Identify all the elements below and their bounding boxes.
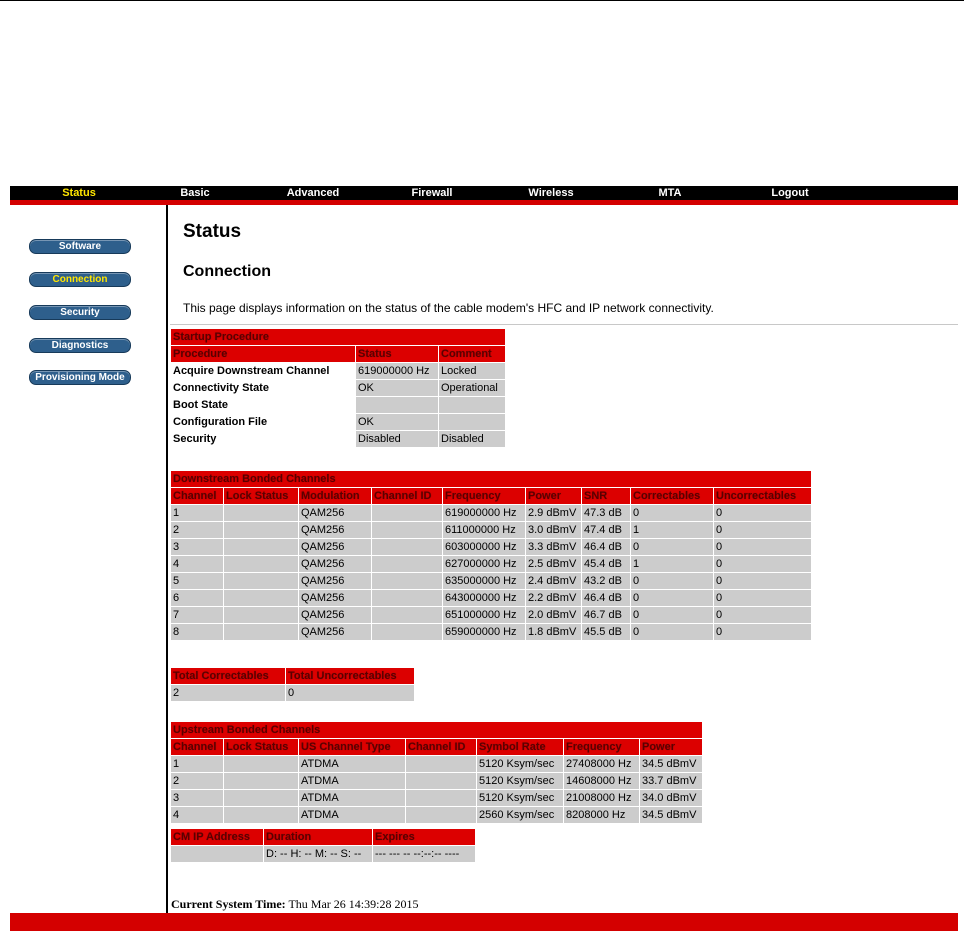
description-rule bbox=[170, 324, 958, 325]
column-header: CM IP Address bbox=[171, 829, 263, 845]
table-cell bbox=[372, 573, 442, 589]
table-cell: 33.7 dBmV bbox=[640, 773, 702, 789]
table-caption: Upstream Bonded Channels bbox=[171, 722, 702, 738]
table-cell: 45.5 dB bbox=[582, 624, 630, 640]
table-header-row bbox=[171, 488, 811, 504]
column-header: Lock Status bbox=[224, 488, 298, 504]
table-cell: QAM256 bbox=[299, 624, 371, 640]
table-caption-row bbox=[171, 329, 505, 345]
table-cell: Configuration File bbox=[171, 414, 355, 430]
nav-status[interactable]: Status bbox=[62, 187, 96, 199]
table-cell: 46.4 dB bbox=[582, 539, 630, 555]
column-header: Correctables bbox=[631, 488, 713, 504]
table-cell bbox=[439, 397, 505, 413]
table-caption-row bbox=[171, 471, 811, 487]
table-cell: 5120 Ksym/sec bbox=[477, 790, 563, 806]
table-cell: 659000000 Hz bbox=[443, 624, 525, 640]
table-row bbox=[171, 607, 811, 623]
nav-wireless[interactable]: Wireless bbox=[528, 187, 574, 199]
table-cell: 3 bbox=[171, 790, 223, 806]
table-cell: 0 bbox=[631, 539, 713, 555]
table-row bbox=[171, 685, 414, 701]
table-cell: 619000000 Hz bbox=[356, 363, 438, 379]
table-cell bbox=[372, 590, 442, 606]
table-cell: 2 bbox=[171, 773, 223, 789]
table-cell: 5120 Ksym/sec bbox=[477, 756, 563, 772]
table-cell: 5120 Ksym/sec bbox=[477, 773, 563, 789]
nav-advanced[interactable]: Advanced bbox=[286, 187, 340, 199]
table-row bbox=[171, 539, 811, 555]
table-cell: 0 bbox=[631, 573, 713, 589]
table-row bbox=[171, 790, 702, 806]
sidebar-diagnostics-button[interactable]: Diagnostics bbox=[29, 338, 131, 353]
table-cell bbox=[372, 624, 442, 640]
column-header: US Channel Type bbox=[299, 739, 405, 755]
table-cell: Disabled bbox=[439, 431, 505, 447]
table-cell: D: -- H: -- M: -- S: -- bbox=[264, 846, 372, 862]
table-row bbox=[171, 431, 505, 447]
table-row bbox=[171, 397, 505, 413]
table-cell: 8208000 Hz bbox=[564, 807, 639, 823]
table-cell bbox=[224, 773, 298, 789]
table-cell: 3 bbox=[171, 539, 223, 555]
table-cell: 2.0 dBmV bbox=[526, 607, 581, 623]
table-cell: Boot State bbox=[171, 397, 355, 413]
table-row bbox=[171, 773, 702, 789]
column-header: Power bbox=[640, 739, 702, 755]
table-cell: 0 bbox=[714, 573, 811, 589]
table-cell: 2.9 dBmV bbox=[526, 505, 581, 521]
sidebar-security-button[interactable]: Security bbox=[29, 305, 131, 320]
table-cell bbox=[439, 414, 505, 430]
table-caption-row bbox=[171, 722, 702, 738]
table-cell: 1.8 dBmV bbox=[526, 624, 581, 640]
top-nav bbox=[10, 186, 958, 205]
page-title: Status bbox=[183, 221, 242, 242]
table-header-row bbox=[171, 829, 475, 845]
table-cell: 651000000 Hz bbox=[443, 607, 525, 623]
table-cell bbox=[224, 505, 298, 521]
table-cell bbox=[224, 756, 298, 772]
table-cell bbox=[406, 756, 476, 772]
table-cell: ATDMA bbox=[299, 773, 405, 789]
table-cell: 0 bbox=[631, 590, 713, 606]
table-cell: 3.3 dBmV bbox=[526, 539, 581, 555]
table-row bbox=[171, 505, 811, 521]
table-cell: 4 bbox=[171, 807, 223, 823]
table-caption: Startup Procedure bbox=[171, 329, 505, 345]
table-cell bbox=[224, 607, 298, 623]
table-cell: 27408000 Hz bbox=[564, 756, 639, 772]
table-cell: 635000000 Hz bbox=[443, 573, 525, 589]
table-cell: 0 bbox=[631, 624, 713, 640]
nav-bar-underline bbox=[10, 200, 958, 205]
column-header: Frequency bbox=[564, 739, 639, 755]
table-cell: 45.4 dB bbox=[582, 556, 630, 572]
top-rule bbox=[0, 0, 964, 1]
table-cell: QAM256 bbox=[299, 539, 371, 555]
table-cell: 0 bbox=[714, 505, 811, 521]
table-cell: 14608000 Hz bbox=[564, 773, 639, 789]
column-header: Channel ID bbox=[372, 488, 442, 504]
column-header: SNR bbox=[582, 488, 630, 504]
table-row bbox=[171, 556, 811, 572]
table-cell: QAM256 bbox=[299, 556, 371, 572]
section-title: Connection bbox=[183, 263, 271, 280]
system-time-label: Current System Time: bbox=[171, 897, 286, 911]
table-cell: 0 bbox=[714, 590, 811, 606]
table-cell: QAM256 bbox=[299, 522, 371, 538]
downstream-channels-table bbox=[170, 470, 812, 641]
table-cell: 2.4 dBmV bbox=[526, 573, 581, 589]
column-header: Total Uncorrectables bbox=[286, 668, 414, 684]
table-cell: Connectivity State bbox=[171, 380, 355, 396]
table-cell bbox=[356, 397, 438, 413]
table-cell bbox=[224, 522, 298, 538]
cm-ip-table bbox=[170, 828, 476, 863]
current-system-time bbox=[171, 897, 418, 912]
table-cell: 1 bbox=[171, 505, 223, 521]
column-header: Lock Status bbox=[224, 739, 298, 755]
table-cell: 0 bbox=[286, 685, 414, 701]
table-cell: 46.7 dB bbox=[582, 607, 630, 623]
table-cell: 627000000 Hz bbox=[443, 556, 525, 572]
system-time-value: Thu Mar 26 14:39:28 2015 bbox=[288, 897, 419, 911]
table-cell: QAM256 bbox=[299, 505, 371, 521]
nav-basic[interactable]: Basic bbox=[180, 187, 210, 199]
table-row bbox=[171, 573, 811, 589]
table-cell: 0 bbox=[714, 539, 811, 555]
table-cell: 0 bbox=[714, 624, 811, 640]
table-cell: 1 bbox=[631, 522, 713, 538]
nav-firewall[interactable]: Firewall bbox=[411, 187, 453, 199]
table-cell: 6 bbox=[171, 590, 223, 606]
table-row bbox=[171, 846, 475, 862]
table-cell: 43.2 dB bbox=[582, 573, 630, 589]
table-row bbox=[171, 414, 505, 430]
table-cell: 619000000 Hz bbox=[443, 505, 525, 521]
column-header: Status bbox=[356, 346, 438, 362]
table-cell: QAM256 bbox=[299, 607, 371, 623]
startup-procedure-table bbox=[170, 328, 506, 448]
table-cell bbox=[224, 539, 298, 555]
nav-mta[interactable]: MTA bbox=[658, 187, 682, 199]
table-row bbox=[171, 590, 811, 606]
table-cell: 2.5 dBmV bbox=[526, 556, 581, 572]
upstream-channels-table bbox=[170, 721, 703, 824]
table-cell: 5 bbox=[171, 573, 223, 589]
column-header: Frequency bbox=[443, 488, 525, 504]
table-cell: QAM256 bbox=[299, 573, 371, 589]
table-cell: 0 bbox=[714, 522, 811, 538]
table-cell: 34.5 dBmV bbox=[640, 756, 702, 772]
table-cell bbox=[372, 607, 442, 623]
bottom-bar bbox=[10, 913, 958, 931]
table-cell: 47.4 dB bbox=[582, 522, 630, 538]
sidebar-connection-button[interactable]: Connection bbox=[29, 272, 131, 287]
table-cell: Acquire Downstream Channel bbox=[171, 363, 355, 379]
table-cell: Security bbox=[171, 431, 355, 447]
table-caption: Downstream Bonded Channels bbox=[171, 471, 811, 487]
table-cell: 8 bbox=[171, 624, 223, 640]
column-header: Power bbox=[526, 488, 581, 504]
table-cell: 603000000 Hz bbox=[443, 539, 525, 555]
table-header-row bbox=[171, 739, 702, 755]
table-cell bbox=[224, 790, 298, 806]
column-header: Procedure bbox=[171, 346, 355, 362]
table-row bbox=[171, 807, 702, 823]
table-cell: ATDMA bbox=[299, 790, 405, 806]
table-cell: Operational bbox=[439, 380, 505, 396]
table-cell: 0 bbox=[631, 607, 713, 623]
sidebar-software-button[interactable]: Software bbox=[29, 239, 131, 254]
table-cell: QAM256 bbox=[299, 590, 371, 606]
table-cell: Disabled bbox=[356, 431, 438, 447]
column-header: Comment bbox=[439, 346, 505, 362]
table-cell: --- --- -- --:--:-- ---- bbox=[373, 846, 475, 862]
column-header: Symbol Rate bbox=[477, 739, 563, 755]
totals-table bbox=[170, 667, 415, 702]
table-cell: 2 bbox=[171, 522, 223, 538]
table-cell: 34.5 dBmV bbox=[640, 807, 702, 823]
column-header: Expires bbox=[373, 829, 475, 845]
table-cell bbox=[406, 807, 476, 823]
table-cell: 2560 Ksym/sec bbox=[477, 807, 563, 823]
table-cell: ATDMA bbox=[299, 756, 405, 772]
table-cell bbox=[224, 573, 298, 589]
table-cell: 21008000 Hz bbox=[564, 790, 639, 806]
table-row bbox=[171, 380, 505, 396]
table-cell: 2 bbox=[171, 685, 285, 701]
table-cell: 611000000 Hz bbox=[443, 522, 525, 538]
table-cell: ATDMA bbox=[299, 807, 405, 823]
table-cell bbox=[372, 539, 442, 555]
table-cell: 643000000 Hz bbox=[443, 590, 525, 606]
table-cell: 3.0 dBmV bbox=[526, 522, 581, 538]
table-cell: 0 bbox=[631, 505, 713, 521]
table-cell bbox=[406, 790, 476, 806]
table-row bbox=[171, 624, 811, 640]
table-cell: 47.3 dB bbox=[582, 505, 630, 521]
column-header: Total Correctables bbox=[171, 668, 285, 684]
table-cell: 0 bbox=[714, 607, 811, 623]
column-header: Channel bbox=[171, 739, 223, 755]
column-header: Uncorrectables bbox=[714, 488, 811, 504]
table-cell bbox=[224, 556, 298, 572]
column-header: Channel bbox=[171, 488, 223, 504]
table-header-row bbox=[171, 668, 414, 684]
table-cell: 1 bbox=[631, 556, 713, 572]
table-cell: 34.0 dBmV bbox=[640, 790, 702, 806]
table-cell: 0 bbox=[714, 556, 811, 572]
table-cell: 7 bbox=[171, 607, 223, 623]
column-header: Modulation bbox=[299, 488, 371, 504]
table-cell: 4 bbox=[171, 556, 223, 572]
table-cell: OK bbox=[356, 414, 438, 430]
table-header-row bbox=[171, 346, 505, 362]
page-description: This page displays information on the status of the cable modem's HFC and IP network connectivity. bbox=[183, 301, 714, 315]
table-cell: 46.4 dB bbox=[582, 590, 630, 606]
table-cell: Locked bbox=[439, 363, 505, 379]
table-cell bbox=[406, 773, 476, 789]
table-row bbox=[171, 363, 505, 379]
table-cell: 2.2 dBmV bbox=[526, 590, 581, 606]
table-cell: OK bbox=[356, 380, 438, 396]
table-cell: 1 bbox=[171, 756, 223, 772]
sidebar-provisioning-mode-button[interactable]: Provisioning Mode bbox=[29, 370, 131, 385]
column-header: Duration bbox=[264, 829, 372, 845]
table-cell bbox=[372, 556, 442, 572]
table-cell bbox=[224, 807, 298, 823]
content-divider bbox=[166, 205, 168, 913]
table-row bbox=[171, 522, 811, 538]
table-cell bbox=[224, 624, 298, 640]
column-header: Channel ID bbox=[406, 739, 476, 755]
table-row bbox=[171, 756, 702, 772]
table-cell bbox=[224, 590, 298, 606]
nav-logout[interactable]: Logout bbox=[771, 187, 809, 199]
table-cell bbox=[372, 505, 442, 521]
table-cell bbox=[171, 846, 263, 862]
table-cell bbox=[372, 522, 442, 538]
